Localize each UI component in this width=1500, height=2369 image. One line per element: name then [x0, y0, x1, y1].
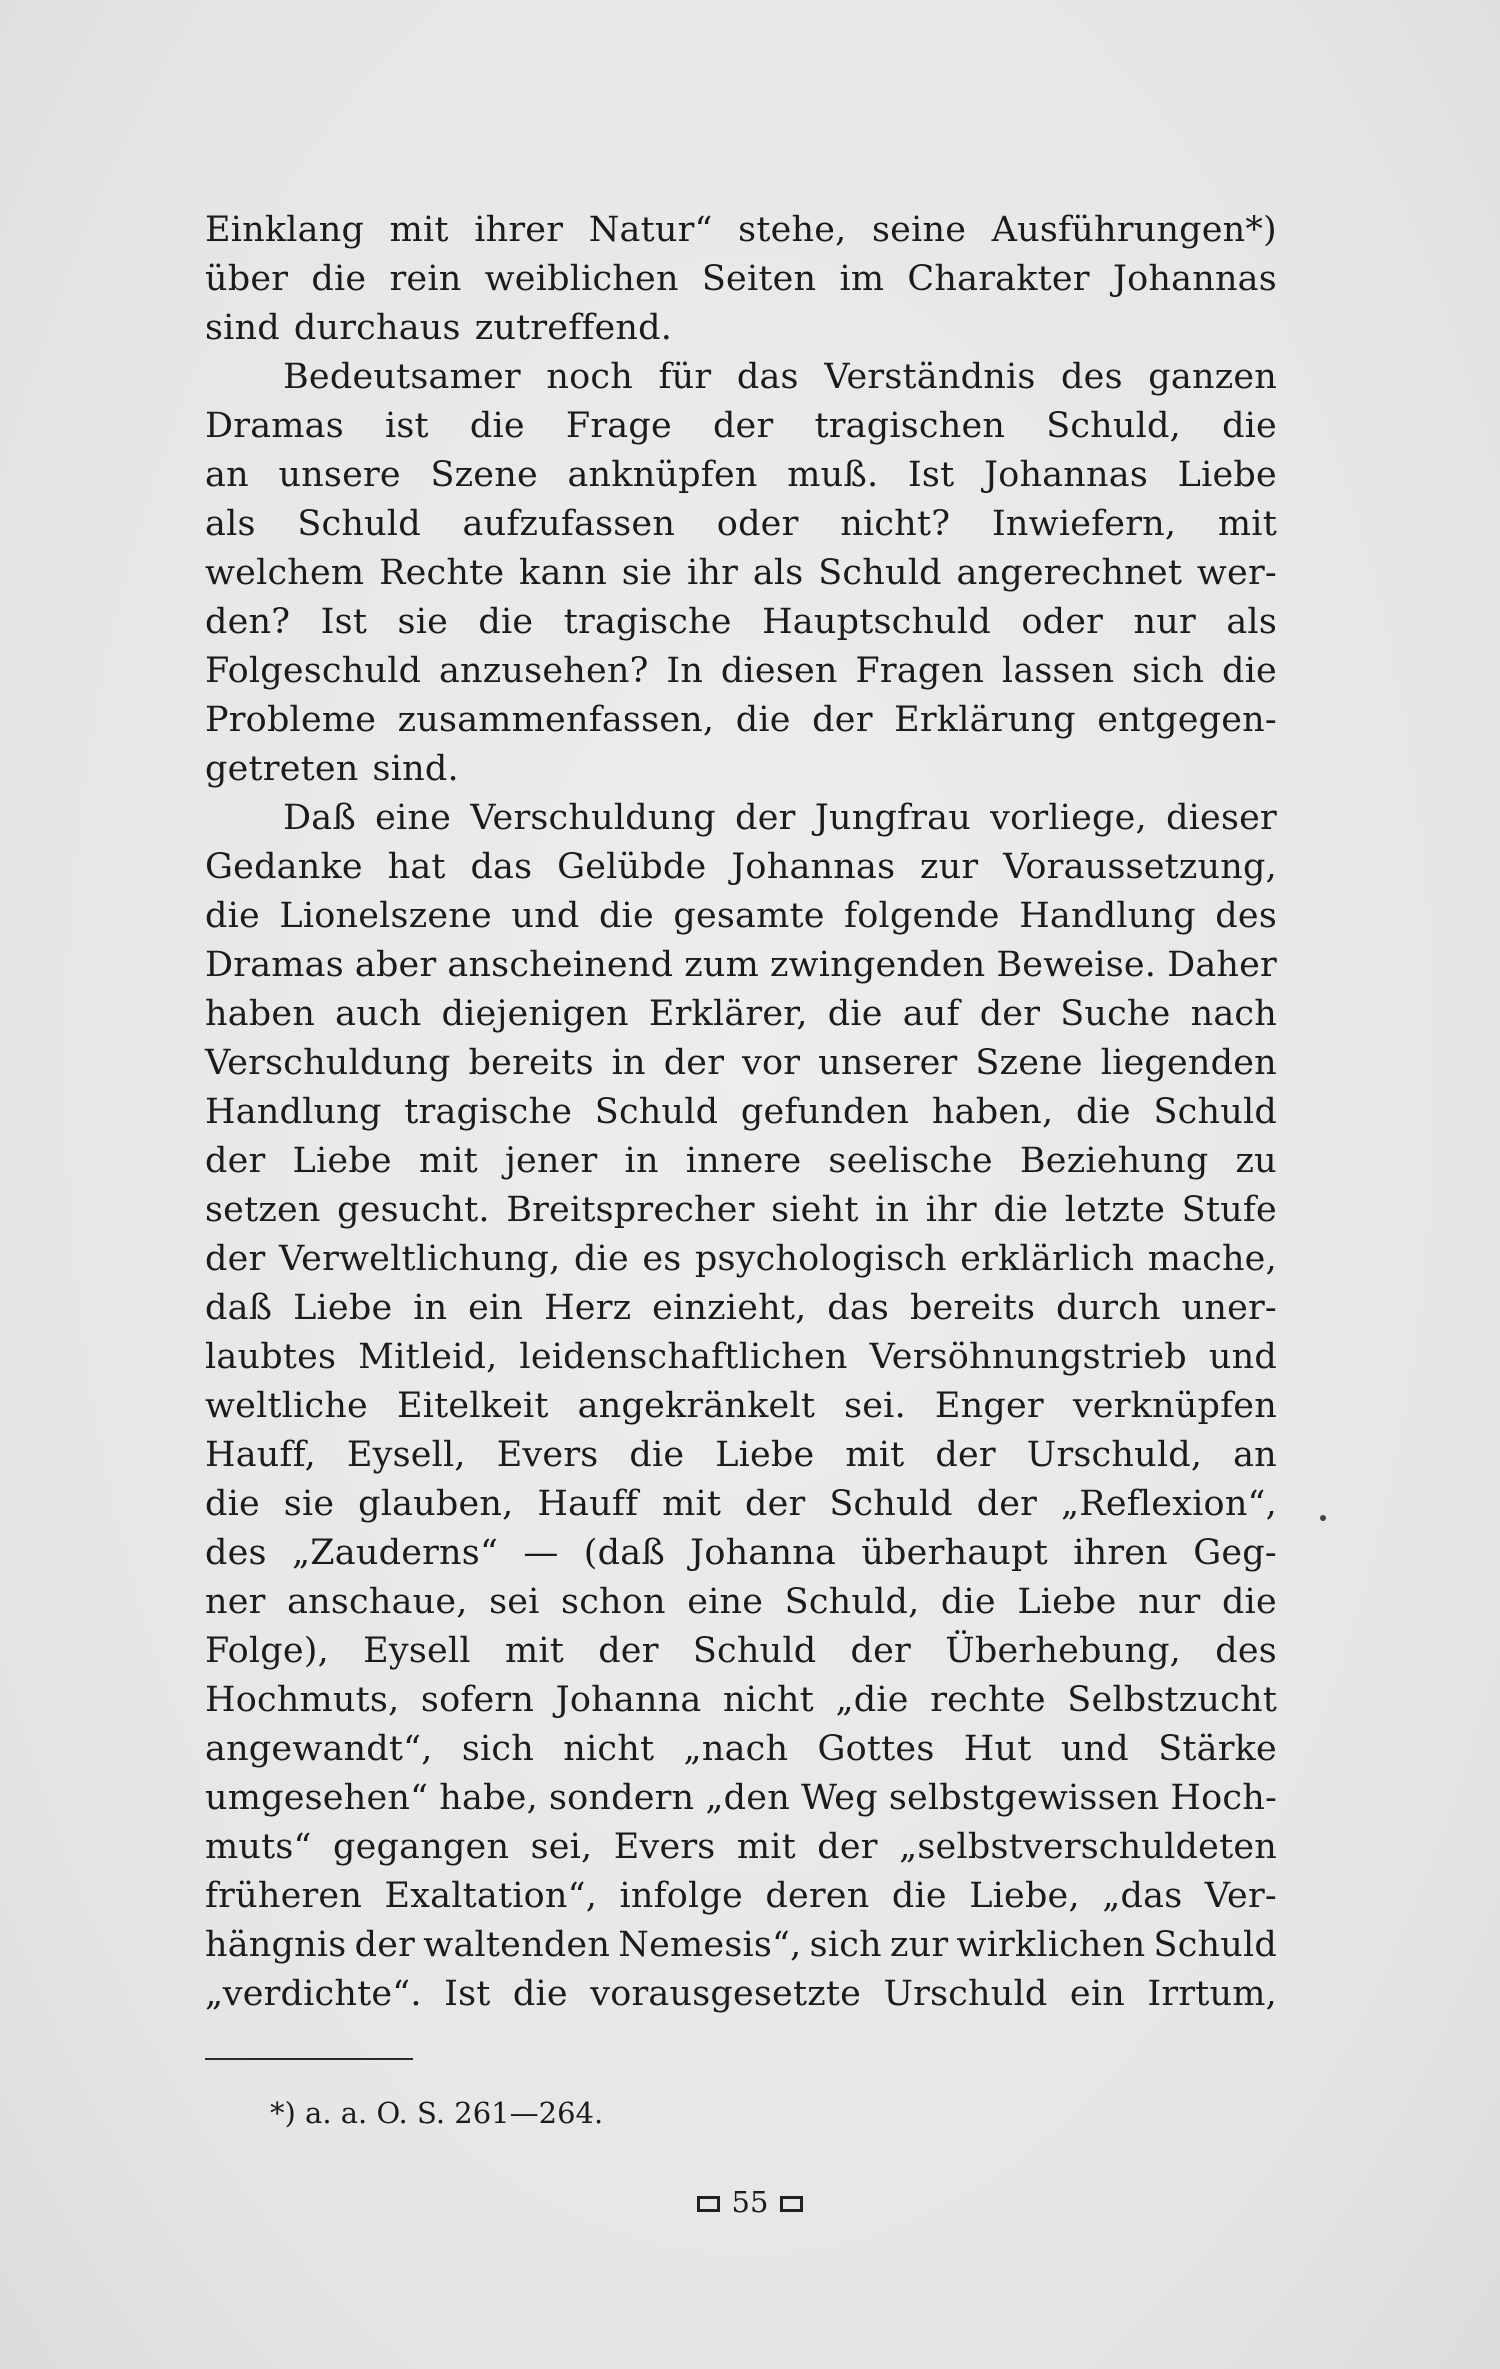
text-line: Dramas ist die Frage der tragischen Schuld, die: [205, 406, 1277, 446]
footnote-rule: [205, 2058, 413, 2060]
text-line: des „Zauderns“ — (daß Johanna überhaupt ihren Geg-: [205, 1533, 1277, 1573]
text-line: angewandt“, sich nicht „nach Gottes Hut und Stärke: [205, 1729, 1277, 1769]
text-line: Gedanke hat das Gelübde Johannas zur Voraussetzung,: [205, 847, 1277, 887]
text-line: Handlung tragische Schuld gefunden haben, die Schuld: [205, 1092, 1277, 1132]
text-line: Hauff, Eysell, Evers die Liebe mit der Urschuld, an: [205, 1435, 1277, 1475]
text-line: die sie glauben, Hauff mit der Schuld der „Reflexion“,: [205, 1484, 1277, 1524]
text-line: Dramas aber anscheinend zum zwingenden Beweise. Daher: [205, 945, 1277, 985]
text-line: welchem Rechte kann sie ihr als Schuld angerechnet wer-: [205, 553, 1277, 593]
text-line: umgesehen“ habe, sondern „den Weg selbstgewissen Hoch-: [205, 1778, 1277, 1818]
text-line: Probleme zusammenfassen, die der Erklärung entgegen-: [205, 700, 1277, 740]
box-ornament-right-icon: [780, 2196, 803, 2212]
text-line: Hochmuts, sofern Johanna nicht „die rechte Selbstzucht: [205, 1680, 1277, 1720]
text-line: weltliche Eitelkeit angekränkelt sei. Enger verknüpfen: [205, 1386, 1277, 1426]
text-line: daß Liebe in ein Herz einzieht, das bereits durch uner-: [205, 1288, 1277, 1328]
text-line: Verschuldung bereits in der vor unserer Szene liegenden: [205, 1043, 1277, 1083]
text-line: Einklang mit ihrer Natur“ stehe, seine Ausführungen*): [205, 210, 1277, 250]
paper-speck: [1320, 1515, 1326, 1521]
text-line: ner anschaue, sei schon eine Schuld, die Liebe nur die: [205, 1582, 1277, 1622]
footnote: *) a. a. O. S. 261—264.: [270, 2096, 604, 2130]
text-line: hängnis der waltenden Nemesis“, sich zur wirklichen Schuld: [205, 1925, 1277, 1965]
text-line: setzen gesucht. Breitsprecher sieht in ihr die letzte Stufe: [205, 1190, 1277, 1230]
text-line: haben auch diejenigen Erklärer, die auf der Suche nach: [205, 994, 1277, 1034]
text-line: Bedeutsamer noch für das Verständnis des ganzen: [283, 357, 1277, 397]
text-line: früheren Exaltation“, infolge deren die Liebe, „das Ver-: [205, 1876, 1277, 1916]
text-line: „verdichte“. Ist die vorausgesetzte Urschuld ein Irrtum,: [205, 1974, 1277, 2014]
text-line: Daß eine Verschuldung der Jungfrau vorliege, dieser: [283, 798, 1277, 838]
text-line: die Lionelszene und die gesamte folgende Handlung des: [205, 896, 1277, 936]
text-line: Folge), Eysell mit der Schuld der Überhebung, des: [205, 1631, 1277, 1671]
text-line: den? Ist sie die tragische Hauptschuld oder nur als: [205, 602, 1277, 642]
text-line: laubtes Mitleid, leidenschaftlichen Versöhnungstrieb und: [205, 1337, 1277, 1377]
text-line: Folgeschuld anzusehen? In diesen Fragen lassen sich die: [205, 651, 1277, 691]
text-line: der Liebe mit jener in innere seelische Beziehung zu: [205, 1141, 1277, 1181]
box-ornament-left-icon: [697, 2196, 720, 2212]
main-text: [205, 206, 1277, 2019]
page-number: 55: [731, 2185, 769, 2219]
text-line: sind durchaus zutreffend.: [205, 308, 673, 348]
text-line: an unsere Szene anknüpfen muß. Ist Johannas Liebe: [205, 455, 1277, 495]
text-line: muts“ gegangen sei, Evers mit der „selbstverschuldeten: [205, 1827, 1277, 1867]
text-line: der Verweltlichung, die es psychologisch erklärlich mache,: [205, 1239, 1277, 1279]
text-line: getreten sind.: [205, 749, 459, 789]
page-number-line: [0, 2182, 1500, 2222]
text-line: als Schuld aufzufassen oder nicht? Inwiefern, mit: [205, 504, 1277, 544]
text-line: über die rein weiblichen Seiten im Charakter Johannas: [205, 259, 1277, 299]
